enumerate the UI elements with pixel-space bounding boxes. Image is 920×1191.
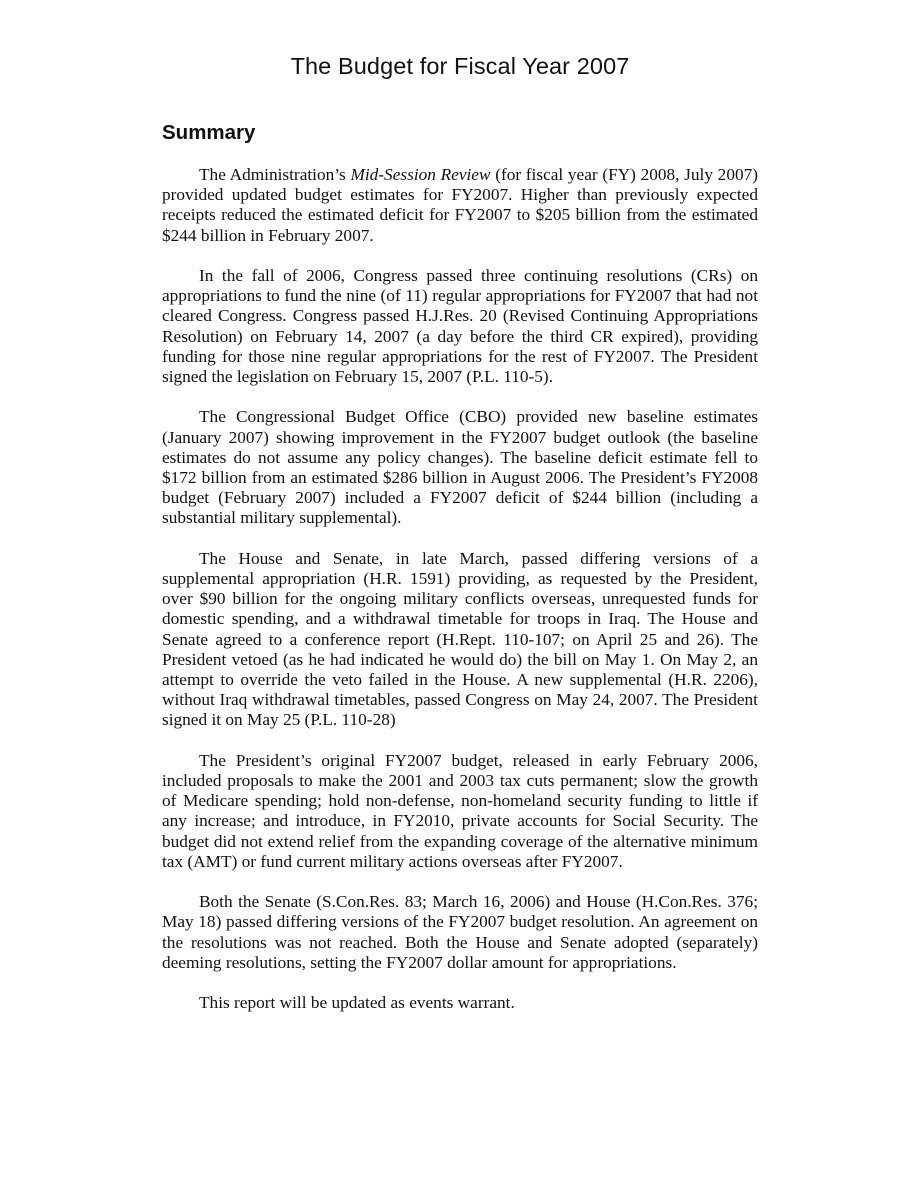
- paragraph-update-note: This report will be updated as events warrant.: [199, 993, 515, 1013]
- paragraph-text: (for fiscal year (FY) 2008, July 2007) provided updated budget estimates for FY2007. Higher than previously expected receipts reduced the estimated deficit for FY2007 to $205 billion from the estimated $244 billion in February 2007.: [162, 165, 758, 245]
- paragraph-original-budget: The President’s original FY2007 budget, released in early February 2006, included proposals to make the 2001 and 2003 tax cuts permanent; slow the growth of Medicare spending; hold non-defense, non-homeland security funding to little if any increase; and introduce, in FY2010, private accounts for Social Security. The budget did not extend relief from the expanding coverage of the alternative minimum tax (AMT) or fund current military actions overseas after FY2007.: [162, 750, 758, 871]
- summary-body: [162, 165, 758, 1013]
- section-heading: Summary: [162, 121, 256, 144]
- document-title: The Budget for Fiscal Year 2007: [290, 53, 630, 79]
- paragraph-budget-resolution: Both the Senate (S.Con.Res. 83; March 16, 2006) and House (H.Con.Res. 376; May 18) passed differing versions of the FY2007 budget resolution. An agreement on the resolutions was not reached. Both the House and Senate adopted (separately) deeming resolutions, setting the FY2007 dollar amount for appropriations.: [162, 892, 758, 972]
- paragraph-supplemental: The House and Senate, in late March, passed differing versions of a supplemental appropriation (H.R. 1591) providing, as requested by the President, over $90 billion for the ongoing military conflicts overseas, unrequested funds for domestic spending, and a withdrawal timetable for troops in Iraq. The House and Senate agreed to a conference report (H.Rept. 110-107; on April 25 and 26). The President vetoed (as he had indicated he would do) the bill on May 1. On May 2, an attempt to override the veto failed in the House. A new supplemental (H.R. 2206), without Iraq withdrawal timetables, passed Congress on May 24, 2007. The President signed it on May 25 (P.L. 110-28): [162, 548, 758, 730]
- paragraph-continuing-resolutions: In the fall of 2006, Congress passed three continuing resolutions (CRs) on appropriations to fund the nine (of 11) regular appropriations for FY2007 that had not cleared Congress. Congress passed H.J.Res. 20 (Revised Continuing Appropriations Resolution) on February 14, 2007 (a day before the third CR expired), providing funding for those nine regular appropriations for the rest of FY2007. The President signed the legislation on February 15, 2007 (P.L. 110-5).: [162, 266, 758, 387]
- paragraph-text: The Administration’s: [199, 165, 351, 184]
- paragraph-cbo-baseline: The Congressional Budget Office (CBO) provided new baseline estimates (January 2007) showing improvement in the FY2007 budget outlook (the baseline estimates do not assume any policy changes). The baseline deficit estimate fell to $172 billion from an estimated $286 billion in August 2006. The President’s FY2008 budget (February 2007) included a FY2007 deficit of $244 billion (including a substantial military supplemental).: [162, 407, 758, 528]
- paragraph-mid-session-review: [162, 165, 758, 246]
- italic-title: Mid-Session Review: [350, 165, 491, 184]
